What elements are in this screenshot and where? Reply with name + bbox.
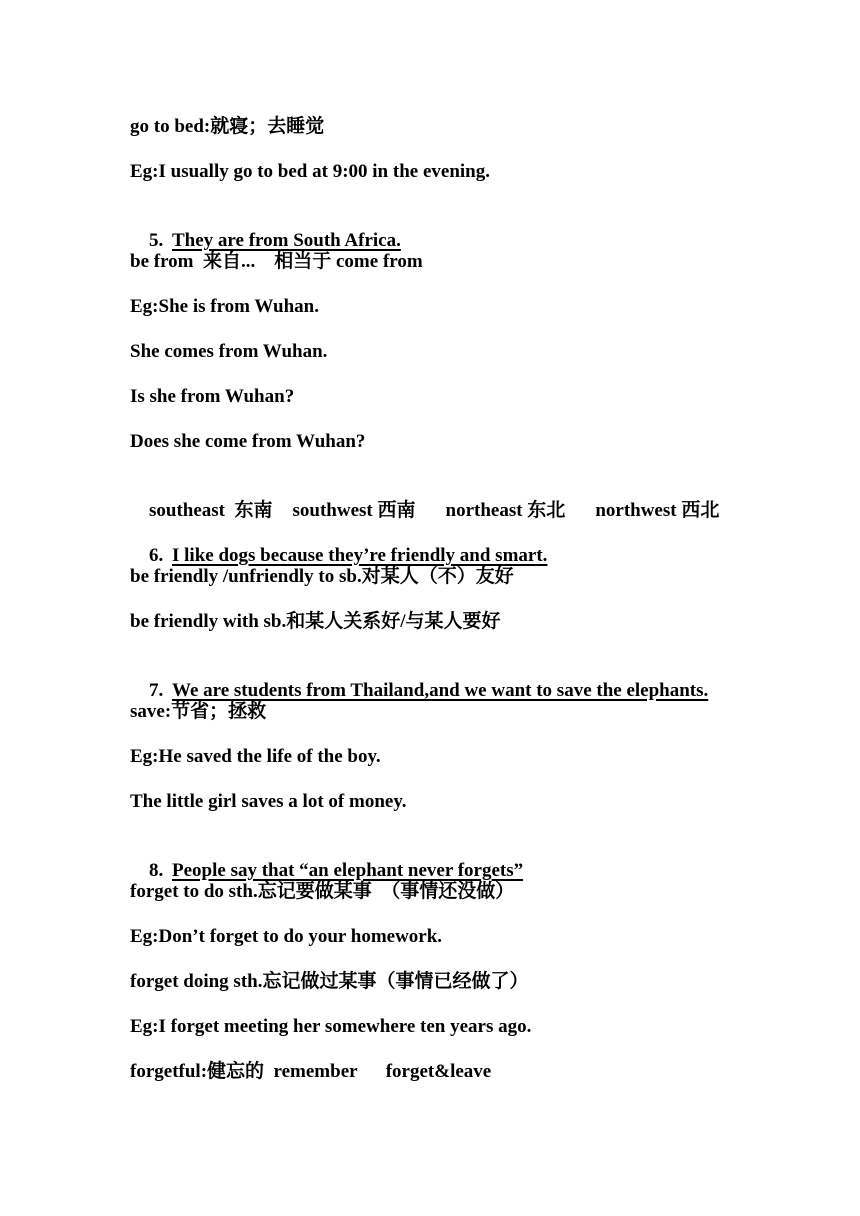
example-line: Eg:He saved the life of the boy. (130, 746, 381, 767)
text-line: go to bed:就寝；去睡觉 (130, 116, 325, 137)
text-line: be friendly /unfriendly to sb.对某人（不）友好 (130, 566, 514, 587)
item-number: 8. (149, 860, 164, 881)
example-line: Eg:I forget meeting her somewhere ten years ago. (130, 1016, 532, 1037)
compass-southeast: southeast 东南 (149, 500, 273, 521)
example-line: Eg:She is from Wuhan. (130, 296, 319, 317)
example-line: Eg:Don’t forget to do your homework. (130, 926, 443, 947)
text-line: be friendly with sb.和某人关系好/与某人要好 (130, 611, 501, 632)
text-line: Does she come from Wuhan? (130, 431, 366, 452)
compass-southwest: southwest 西南 (292, 500, 416, 521)
key-sentence: People say that “an elephant never forgets” (172, 860, 524, 881)
text-line: forget to do sth.忘记要做某事 （事情还没做） (130, 881, 515, 902)
key-sentence: We are students from Thailand,and we want to save the elephants. (172, 680, 709, 701)
text-line: She comes from Wuhan. (130, 341, 328, 362)
text-line: forgetful:健忘的 remember forget&leave (130, 1061, 492, 1082)
text-line: save:节省；拯救 (130, 701, 267, 722)
key-sentence: I like dogs because they’re friendly and smart. (172, 545, 548, 566)
compass-northwest: northwest 西北 (595, 500, 720, 521)
text-line: Is she from Wuhan? (130, 386, 295, 407)
key-sentence: They are from South Africa. (172, 230, 401, 251)
text-line: forget doing sth.忘记做过某事（事情已经做了） (130, 971, 529, 992)
item-number: 7. (149, 680, 164, 701)
item-number: 5. (149, 230, 164, 251)
item-number: 6. (149, 545, 164, 566)
text-line: be from 来自... 相当于 come from (130, 251, 423, 272)
example-line: Eg:I usually go to bed at 9:00 in the evening. (130, 161, 490, 182)
text-line: The little girl saves a lot of money. (130, 791, 407, 812)
compass-northeast: northeast 东北 (445, 500, 566, 521)
